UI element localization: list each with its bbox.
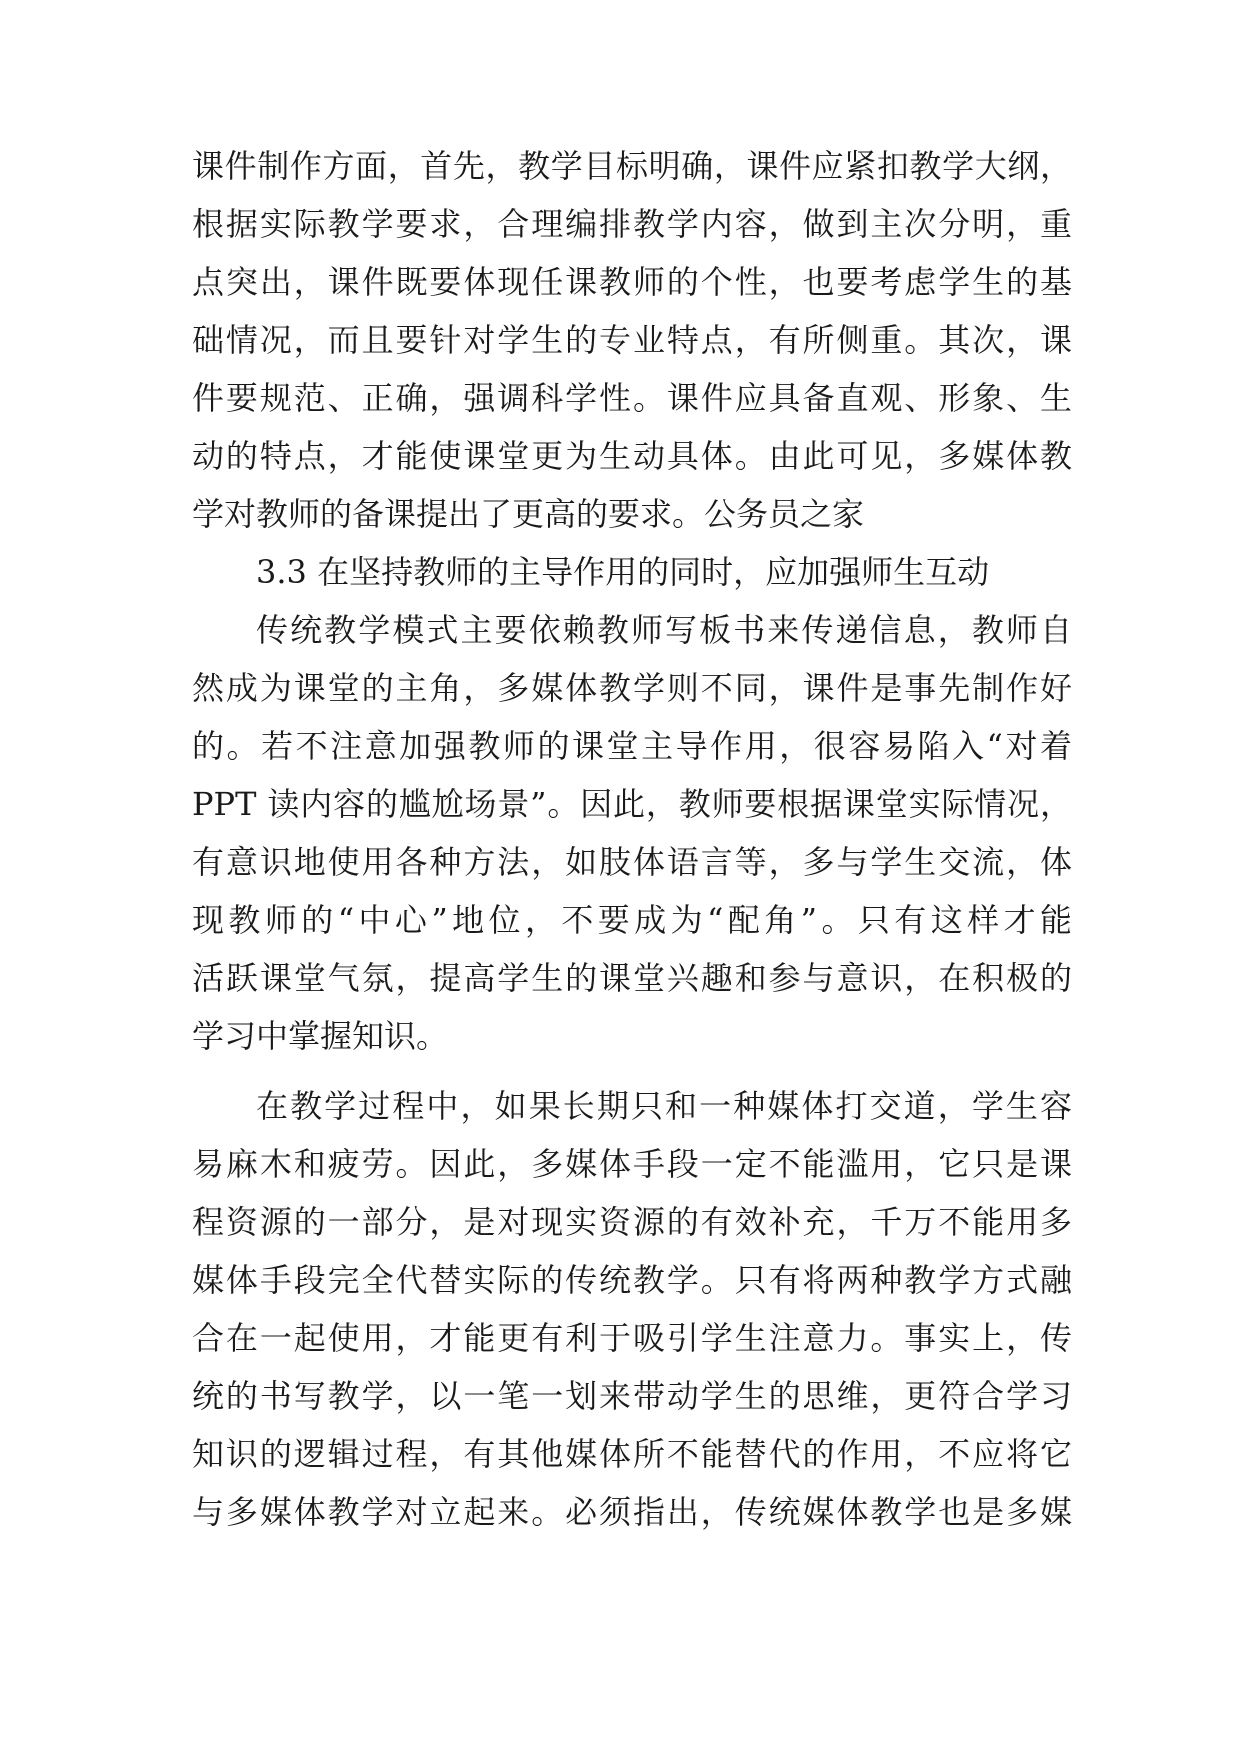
text-line: 件要规范、正确，强调科学性。课件应具备直观、形象、生 bbox=[192, 379, 1072, 417]
text-line: 学习中掌握知识。 bbox=[192, 1017, 449, 1055]
text-line: 知识的逻辑过程，有其他媒体所不能替代的作用，不应将它 bbox=[192, 1435, 1072, 1473]
text-line: 课件制作方面，首先，教学目标明确，课件应紧扣教学大纲， bbox=[192, 147, 1072, 185]
text-line: 学对教师的备课提出了更高的要求。公务员之家 bbox=[192, 495, 865, 533]
text-line: 程资源的一部分，是对现实资源的有效补充，千万不能用多 bbox=[192, 1203, 1072, 1241]
text-line: 根据实际教学要求，合理编排教学内容，做到主次分明，重 bbox=[192, 205, 1072, 243]
text-line: 的。若不注意加强教师的课堂主导作用，很容易陷入“对着 bbox=[192, 727, 1072, 765]
text-line: 现教师的“中心”地位，不要成为“配角”。只有这样才能 bbox=[192, 901, 1072, 939]
text-line: 与多媒体教学对立起来。必须指出，传统媒体教学也是多媒 bbox=[192, 1493, 1072, 1531]
section-heading: 3.3 在坚持教师的主导作用的同时，应加强师生互动 bbox=[256, 553, 990, 591]
text-line: 点突出，课件既要体现任课教师的个性，也要考虑学生的基 bbox=[192, 263, 1072, 301]
text-line: 活跃课堂气氛，提高学生的课堂兴趣和参与意识，在积极的 bbox=[192, 959, 1072, 997]
text-line: 有意识地使用各种方法，如肢体语言等，多与学生交流，体 bbox=[192, 843, 1072, 881]
text-line: 础情况，而且要针对学生的专业特点，有所侧重。其次，课 bbox=[192, 321, 1072, 359]
text-line: 易麻木和疲劳。因此，多媒体手段一定不能滥用，它只是课 bbox=[192, 1145, 1072, 1183]
text-line: 传统教学模式主要依赖教师写板书来传递信息，教师自 bbox=[256, 611, 1072, 649]
text-line: 然成为课堂的主角，多媒体教学则不同，课件是事先制作好 bbox=[192, 669, 1072, 707]
text-line: 媒体手段完全代替实际的传统教学。只有将两种教学方式融 bbox=[192, 1261, 1072, 1299]
text-line: 合在一起使用，才能更有利于吸引学生注意力。事实上，传 bbox=[192, 1319, 1072, 1357]
text-line: 统的书写教学，以一笔一划来带动学生的思维，更符合学习 bbox=[192, 1377, 1072, 1415]
text-line: 在教学过程中，如果长期只和一种媒体打交道，学生容 bbox=[256, 1087, 1072, 1125]
text-line: 动的特点，才能使课堂更为生动具体。由此可见，多媒体教 bbox=[192, 437, 1072, 475]
text-line: PPT 读内容的尴尬场景”。因此，教师要根据课堂实际情况， bbox=[192, 785, 1072, 823]
